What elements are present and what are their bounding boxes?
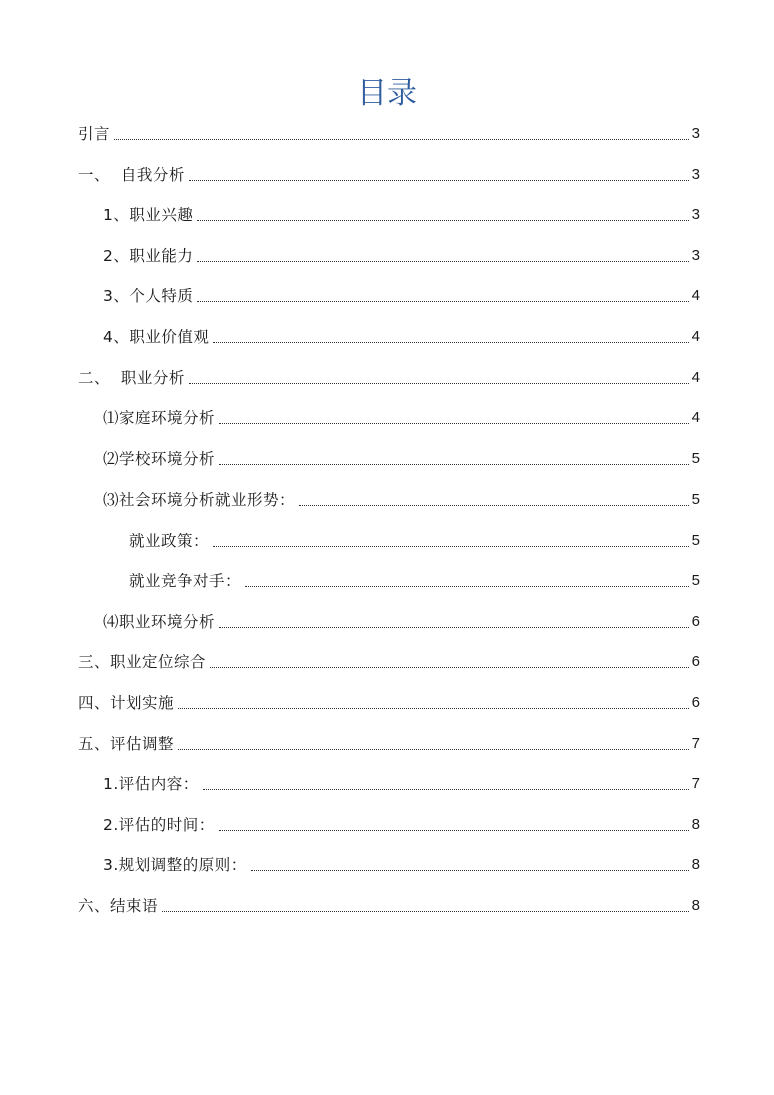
- toc-entry-label: ⑶社会环境分析就业形势：: [103, 491, 296, 509]
- toc-entry-page: 5: [691, 450, 700, 467]
- dot-leader: [219, 830, 689, 831]
- dot-leader: [213, 546, 689, 547]
- toc-entry-label: 就业竞争对手：: [129, 572, 242, 590]
- toc-entry-social-environment[interactable]: [103, 488, 700, 512]
- toc-entry-page: 5: [691, 491, 700, 508]
- toc-entry-label: 2、职业能力: [103, 247, 194, 265]
- dot-leader: [213, 342, 688, 343]
- dot-leader: [299, 505, 689, 506]
- dot-leader: [203, 789, 689, 790]
- page-title: 目录: [357, 76, 417, 111]
- toc-entry-self-analysis[interactable]: [78, 163, 700, 187]
- dot-leader: [219, 627, 689, 628]
- toc-entry-page: 4: [691, 409, 700, 426]
- dot-leader: [219, 464, 689, 465]
- toc-entry-label: 1、职业兴趣: [103, 206, 194, 224]
- toc-entry-family-environment[interactable]: [103, 406, 700, 430]
- toc-entry-employment-policy[interactable]: [129, 529, 700, 553]
- toc-entry-label: 3.规划调整的原则：: [103, 856, 247, 874]
- toc-entry-evaluation-adjustment[interactable]: [78, 732, 700, 756]
- toc-entry-label: ⑴家庭环境分析: [103, 409, 216, 427]
- toc-entry-school-environment[interactable]: [103, 447, 700, 471]
- toc-entry-page: 8: [691, 856, 700, 873]
- toc-entry-page: 5: [691, 532, 700, 549]
- dot-leader: [189, 383, 689, 384]
- toc-entry-label: 引言: [78, 125, 111, 143]
- toc-entry-conclusion[interactable]: [78, 894, 700, 918]
- toc-entry-plan-implementation[interactable]: [78, 691, 700, 715]
- toc-entry-personal-traits[interactable]: [103, 284, 700, 308]
- toc-entry-label: 一、 自我分析: [78, 166, 185, 184]
- toc-entry-adjustment-principles[interactable]: [103, 853, 700, 877]
- toc-entry-career-positioning[interactable]: [78, 650, 700, 674]
- toc-entry-career-ability[interactable]: [103, 244, 700, 268]
- toc-entry-career-values[interactable]: [103, 325, 700, 349]
- toc-entry-career-interest[interactable]: [103, 203, 700, 227]
- toc-entry-label: 二、 职业分析: [78, 369, 185, 387]
- toc-entry-competitors[interactable]: [129, 569, 700, 593]
- dot-leader: [245, 586, 689, 587]
- toc-entry-label: 就业政策：: [129, 532, 210, 550]
- toc-entry-label: 五、评估调整: [78, 735, 175, 753]
- dot-leader: [197, 261, 688, 262]
- toc-entry-page: 8: [691, 897, 700, 914]
- toc-entry-career-environment[interactable]: [103, 610, 700, 634]
- dot-leader: [189, 180, 689, 181]
- toc-entry-label: 4、职业价值观: [103, 328, 210, 346]
- toc-entry-label: 三、职业定位综合: [78, 653, 207, 671]
- toc-entry-page: 6: [691, 613, 700, 630]
- toc-entry-label: 六、结束语: [78, 897, 159, 915]
- toc-entry-label: ⑷职业环境分析: [103, 613, 216, 631]
- dot-leader: [197, 301, 688, 302]
- toc-entry-page: 7: [691, 775, 700, 792]
- toc-entry-label: 四、计划实施: [78, 694, 175, 712]
- toc-entry-career-analysis[interactable]: [78, 366, 700, 390]
- toc-entry-introduction[interactable]: [78, 122, 700, 146]
- dot-leader: [162, 911, 689, 912]
- dot-leader: [219, 423, 689, 424]
- toc-entry-page: 6: [691, 653, 700, 670]
- toc-entry-page: 3: [691, 166, 700, 183]
- toc-entry-page: 5: [691, 572, 700, 589]
- toc-entry-page: 8: [691, 816, 700, 833]
- toc-entry-page: 6: [691, 694, 700, 711]
- dot-leader: [178, 749, 689, 750]
- toc-entry-page: 4: [691, 328, 700, 345]
- toc-entry-page: 3: [691, 206, 700, 223]
- toc-entry-label: 3、个人特质: [103, 287, 194, 305]
- dot-leader: [178, 708, 689, 709]
- toc-entry-label: 1.评估内容：: [103, 775, 199, 793]
- toc-entry-page: 3: [691, 125, 700, 142]
- dot-leader: [197, 220, 688, 221]
- toc-entry-page: 7: [691, 735, 700, 752]
- dot-leader: [251, 870, 689, 871]
- toc-entry-label: ⑵学校环境分析: [103, 450, 216, 468]
- toc-entry-evaluation-time[interactable]: [103, 813, 700, 837]
- toc-entry-page: 3: [691, 247, 700, 264]
- toc-entry-page: 4: [691, 369, 700, 386]
- toc-entry-label: 2.评估的时间：: [103, 816, 215, 834]
- toc-entry-evaluation-content[interactable]: [103, 772, 700, 796]
- dot-leader: [210, 667, 689, 668]
- toc-entry-page: 4: [691, 287, 700, 304]
- dot-leader: [114, 139, 689, 140]
